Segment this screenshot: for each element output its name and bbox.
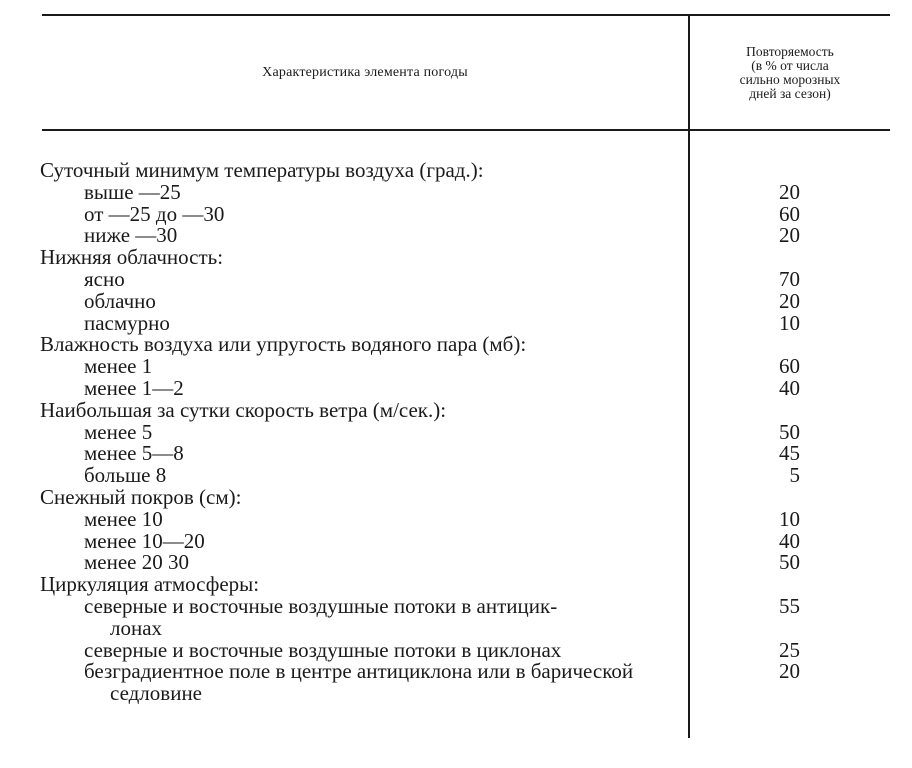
row-label: пасмурно xyxy=(84,310,170,335)
table-row xyxy=(0,506,912,531)
row-value: 50 xyxy=(779,419,800,444)
row-value: 20 xyxy=(779,223,800,248)
table-row xyxy=(0,225,912,247)
row-label: менее 5 xyxy=(84,419,153,444)
row-value: 60 xyxy=(779,354,800,379)
row-label: менее 5—8 xyxy=(84,441,184,466)
table-row xyxy=(0,661,912,705)
row-label: менее 20 30 xyxy=(84,550,189,575)
row-value: 40 xyxy=(779,375,800,400)
row-value: 10 xyxy=(779,506,800,531)
column-header-characteristic xyxy=(42,16,688,129)
row-label: менее 10 xyxy=(84,506,163,531)
row-label: менее 1 xyxy=(84,354,153,379)
column-header-frequency xyxy=(690,16,890,129)
row-label: безградиентное поле в центре антициклона или в барической седловине xyxy=(84,659,634,706)
row-value: 50 xyxy=(779,550,800,575)
table-row xyxy=(0,179,912,204)
row-value: 55 xyxy=(779,593,800,618)
category-title: Наибольшая за сутки скорость ветра (м/сек.): xyxy=(40,397,447,422)
row-value: 5 xyxy=(789,463,800,488)
category-title: Снежный покров (см): xyxy=(40,484,242,509)
row-value: 25 xyxy=(779,637,800,662)
category-title: Суточный минимум температуры воздуха (град.): xyxy=(40,158,484,182)
row-value: 40 xyxy=(779,528,800,553)
table-row xyxy=(0,593,912,640)
category-title: Влажность воздуха или упругость водяного пара (мб): xyxy=(40,332,527,357)
table-row xyxy=(0,375,912,400)
category-row xyxy=(0,160,912,182)
row-label: северные и восточные воздушные потоки в циклонах xyxy=(84,637,562,662)
category-title: Нижняя облачность: xyxy=(40,245,224,270)
table-row xyxy=(0,637,912,662)
category-row xyxy=(0,397,912,422)
frequency-header-line: Повторяемость xyxy=(746,43,834,59)
row-value: 20 xyxy=(779,659,800,684)
table-row xyxy=(0,552,912,574)
row-label: менее 1—2 xyxy=(84,375,184,400)
row-label: ясно xyxy=(84,266,125,291)
category-row xyxy=(0,247,912,269)
category-title: Циркуляция атмосферы: xyxy=(40,572,260,597)
row-label: облачно xyxy=(84,288,156,313)
frequency-header-line: (в % от числа xyxy=(751,57,829,73)
row-value: 10 xyxy=(779,310,800,335)
category-row xyxy=(0,574,912,596)
row-value: 70 xyxy=(779,266,800,291)
table-row xyxy=(0,201,912,226)
table-row xyxy=(0,288,912,313)
category-row xyxy=(0,334,912,356)
category-row xyxy=(0,484,912,509)
table-row xyxy=(0,356,912,378)
row-value: 20 xyxy=(779,288,800,313)
row-label: выше —25 xyxy=(84,179,181,204)
table-row xyxy=(0,443,912,465)
frequency-header-line: дней за сезон) xyxy=(749,85,831,101)
row-value: 20 xyxy=(779,179,800,204)
row-label: больше 8 xyxy=(84,463,167,488)
frequency-header-line: сильно морозных xyxy=(739,71,841,87)
row-label: ниже —30 xyxy=(84,223,178,248)
table-row xyxy=(0,528,912,553)
row-value: 45 xyxy=(779,441,800,466)
row-label: северные и восточные воздушные потоки в антицик- лонах xyxy=(84,593,558,640)
table-row xyxy=(0,310,912,335)
table-body xyxy=(0,160,912,705)
row-value: 60 xyxy=(779,201,800,226)
table-row xyxy=(0,266,912,291)
row-label: от —25 до —30 xyxy=(84,201,225,226)
row-label: менее 10—20 xyxy=(84,528,205,553)
column-header-label: Характеристика элемента погоды xyxy=(262,64,468,80)
header-bottom-rule xyxy=(42,129,890,131)
table-row xyxy=(0,419,912,444)
table-row xyxy=(0,465,912,487)
